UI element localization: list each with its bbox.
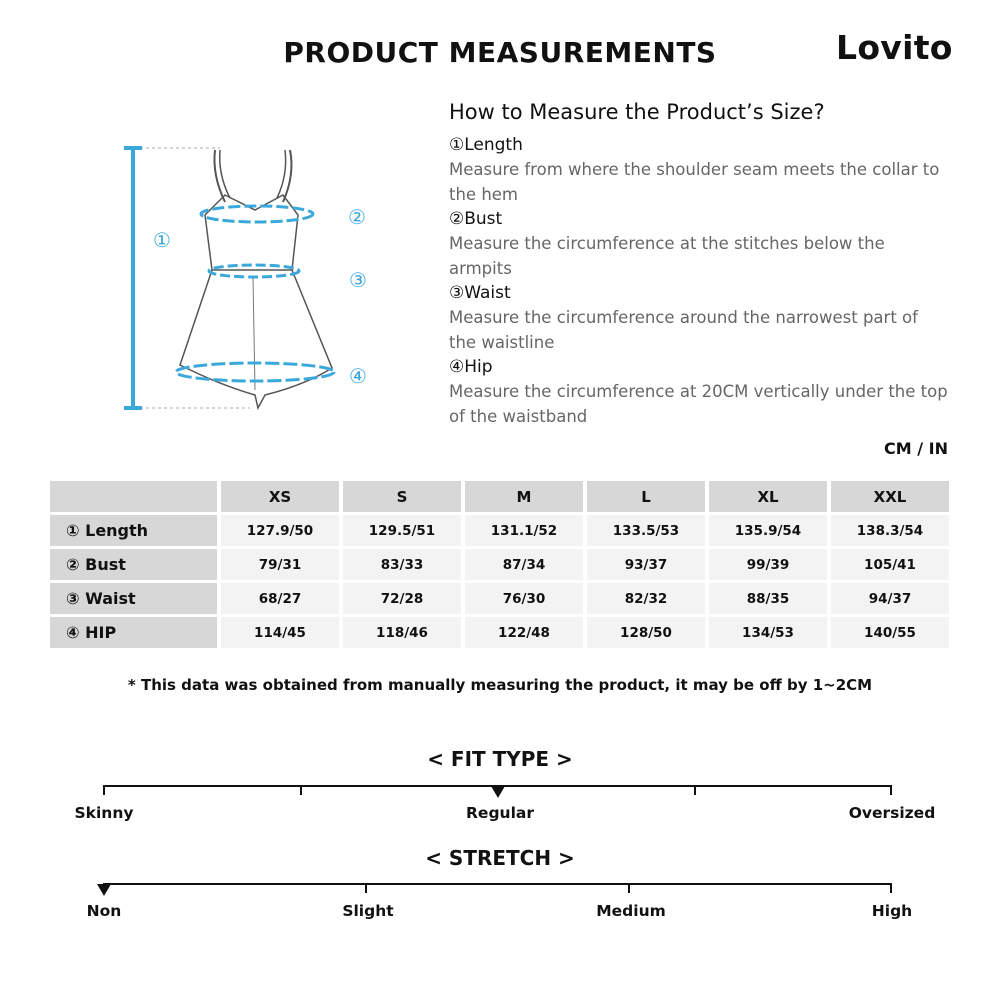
measurement-note: * This data was obtained from manually measuring the product, it may be off by 1~2CM [127, 676, 873, 694]
size-header: M [465, 481, 583, 512]
table-cell: 82/32 [587, 583, 705, 614]
marker-bust: ② [348, 205, 366, 229]
marker-waist: ③ [349, 268, 367, 292]
fit-type-tick [694, 785, 696, 795]
stretch-tick [628, 883, 630, 893]
fit-type-label: Oversized [848, 804, 936, 822]
stretch-marker [97, 884, 111, 896]
fit-type-marker [491, 786, 505, 798]
page-title: PRODUCT MEASUREMENTS [283, 36, 717, 69]
table-cell: 114/45 [221, 617, 339, 648]
table-row [50, 583, 949, 614]
table-cell: 94/37 [831, 583, 949, 614]
how-to-measure [449, 100, 949, 429]
row-label: ④ HIP [50, 617, 217, 648]
unit-label: CM / IN [884, 439, 948, 458]
marker-hip: ④ [349, 364, 367, 388]
hip-desc: Measure the circumference at 20CM vertically under the top of the waistband [449, 382, 948, 426]
how-to-question: How to Measure the Product’s Size? [449, 100, 825, 124]
waist-title: ③Waist [449, 283, 511, 303]
table-cell: 138.3/54 [831, 515, 949, 546]
table-cell: 127.9/50 [221, 515, 339, 546]
table-row [50, 549, 949, 580]
table-cell: 140/55 [831, 617, 949, 648]
table-cell: 93/37 [587, 549, 705, 580]
table-cell: 76/30 [465, 583, 583, 614]
brand-logo: Lovito [836, 28, 953, 67]
fit-type-tick [103, 785, 105, 795]
table-row [50, 515, 949, 546]
bust-desc: Measure the circumference at the stitches below the armpits [449, 234, 885, 278]
table-cell: 135.9/54 [709, 515, 827, 546]
size-header: S [343, 481, 461, 512]
table-corner [50, 481, 217, 512]
table-cell: 68/27 [221, 583, 339, 614]
size-header: XL [709, 481, 827, 512]
table-cell: 79/31 [221, 549, 339, 580]
table-cell: 131.1/52 [465, 515, 583, 546]
row-label: ③ Waist [50, 583, 217, 614]
table-row [50, 617, 949, 648]
table-cell: 88/35 [709, 583, 827, 614]
stretch-label: Non [86, 902, 122, 920]
fit-type-tick [300, 785, 302, 795]
table-cell: 133.5/53 [587, 515, 705, 546]
hip-title: ④Hip [449, 357, 493, 377]
size-header: XS [221, 481, 339, 512]
row-label: ① Length [50, 515, 217, 546]
waist-desc: Measure the circumference around the narrowest part of the waistline [449, 308, 918, 352]
fit-type-label: Regular [466, 804, 534, 822]
stretch-line [104, 883, 892, 885]
length-title: ①Length [449, 135, 523, 155]
table-cell: 118/46 [343, 617, 461, 648]
table-cell: 129.5/51 [343, 515, 461, 546]
stretch-title: < STRETCH > [425, 846, 575, 870]
length-desc: Measure from where the shoulder seam meets the collar to the hem [449, 160, 940, 204]
table-cell: 87/34 [465, 549, 583, 580]
table-cell: 99/39 [709, 549, 827, 580]
stretch-label: Slight [342, 902, 394, 920]
fit-type-label: Skinny [74, 804, 134, 822]
garment-diagram [120, 140, 380, 415]
table-cell: 105/41 [831, 549, 949, 580]
stretch-label: High [871, 902, 913, 920]
stretch-tick [890, 883, 892, 893]
stretch-label: Medium [596, 902, 666, 920]
bust-title: ②Bust [449, 209, 503, 229]
size-header: L [587, 481, 705, 512]
size-header: XXL [831, 481, 949, 512]
fit-type-title: < FIT TYPE > [427, 747, 573, 771]
fit-type-tick [890, 785, 892, 795]
marker-length: ① [153, 228, 171, 252]
stretch-tick [365, 883, 367, 893]
table-header-row [50, 481, 949, 512]
table-cell: 134/53 [709, 617, 827, 648]
size-table [46, 478, 953, 651]
table-cell: 128/50 [587, 617, 705, 648]
row-label: ② Bust [50, 549, 217, 580]
table-cell: 83/33 [343, 549, 461, 580]
table-cell: 72/28 [343, 583, 461, 614]
table-cell: 122/48 [465, 617, 583, 648]
